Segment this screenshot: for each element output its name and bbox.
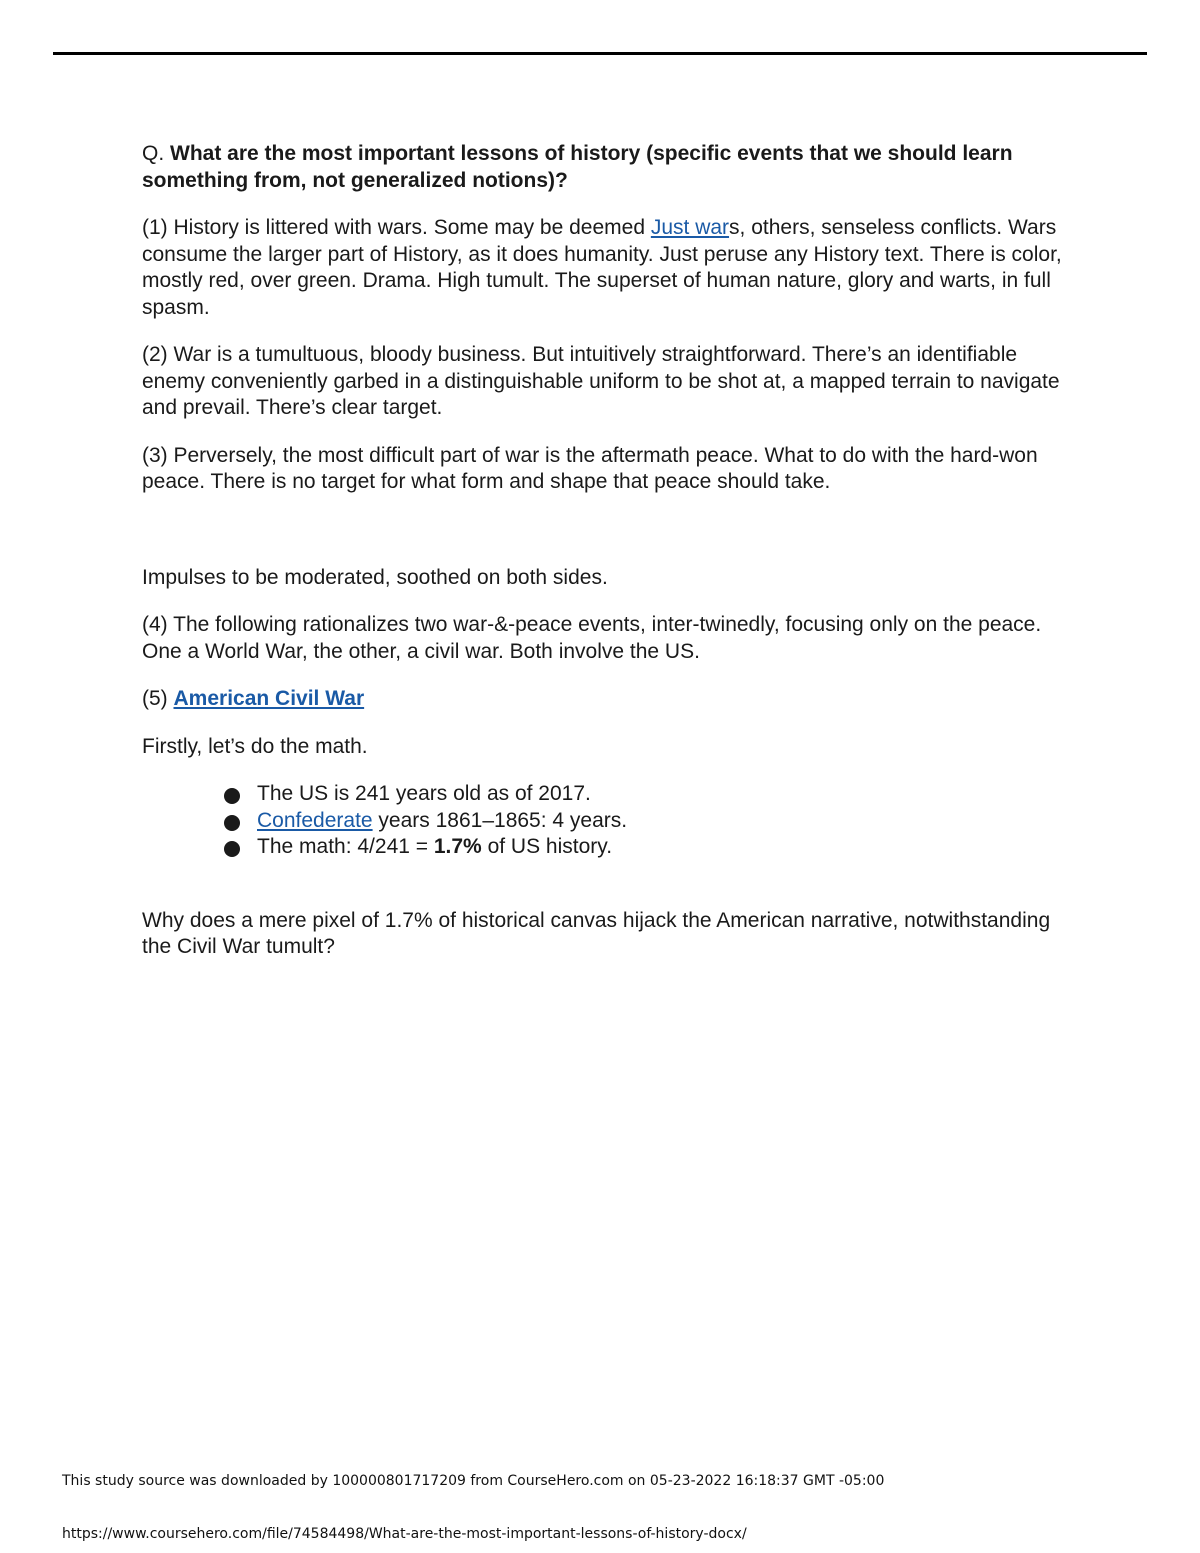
bullet-3-text-before: The math: 4/241 =: [257, 835, 434, 858]
list-item: [224, 781, 1072, 808]
bullet-icon: [224, 841, 240, 857]
bullet-1-text: The US is 241 years old as of 2017.: [257, 782, 591, 805]
p1-text-after: s, others, senseless conflicts. Wars consume the larger part of History, as it does humanity. Just peruse any History text. There is color, mostly red, over green. Drama. High tumult. The superset of human nature, glory and warts, in full spasm.: [142, 216, 1062, 319]
top-rule: [53, 52, 1147, 55]
spacer: [142, 882, 1072, 908]
paragraph-4: (4) The following rationalizes two war-&-peace events, inter-twinedly, focusing only on the peace. One a World War, the other, a civil war. Both involve the US.: [142, 613, 1042, 663]
bullet-3-percent: 1.7%: [433, 835, 482, 858]
question-paragraph: [142, 141, 1072, 194]
american-civil-war-link[interactable]: American Civil War: [173, 687, 365, 710]
source-url[interactable]: https://www.coursehero.com/file/74584498/What-are-the-most-important-lessons-of-history-docx/: [62, 1526, 747, 1542]
paragraph-math: Firstly, let’s do the math.: [142, 734, 368, 758]
bullet-icon: [224, 788, 240, 804]
list-item: [224, 834, 1072, 861]
bullet-list: [142, 781, 1072, 861]
bullet-2-text: years 1861–1865: 4 years.: [372, 808, 628, 832]
just-war-link[interactable]: Just war: [650, 216, 730, 239]
p1-text-before: (1) History is littered with wars. Some may be deemed: [142, 216, 651, 239]
confederate-link[interactable]: Confederate: [257, 808, 373, 832]
paragraph-impulses: Impulses to be moderated, soothed on both sides.: [142, 565, 608, 589]
paragraph-2: (2) War is a tumultuous, bloody business. But intuitively straightforward. There’s an identifiable enemy conveniently garbed in a distinguishable uniform to be shot at, a mapped terrain to navigate and prevail. There’s clear target.: [142, 343, 1060, 419]
paragraph-why: Why does a mere pixel of 1.7% of historical canvas hijack the American narrative, notwithstanding the Civil War tumult?: [142, 908, 1051, 958]
spacer: [142, 517, 1072, 565]
bullet-icon: [224, 815, 240, 831]
list-item: [224, 808, 1072, 835]
p5-prefix: (5): [142, 687, 174, 710]
document-body: [142, 141, 1072, 982]
paragraph-5: [142, 686, 1072, 713]
bullet-3-text-after: of US history.: [481, 835, 613, 858]
download-notice: This study source was downloaded by 100000801717209 from CourseHero.com on 05-23-2022 16:18:37 GMT -05:00: [62, 1473, 885, 1489]
paragraph-3: (3) Perversely, the most difficult part of war is the aftermath peace. What to do with the hard-won peace. There is no target for what form and shape that peace should take.: [142, 443, 1038, 493]
paragraph-1: [142, 215, 1072, 321]
question-prefix: Q.: [142, 142, 171, 165]
question-text: What are the most important lessons of history (specific events that we should learn something from, not generalized notions)?: [142, 142, 1013, 192]
